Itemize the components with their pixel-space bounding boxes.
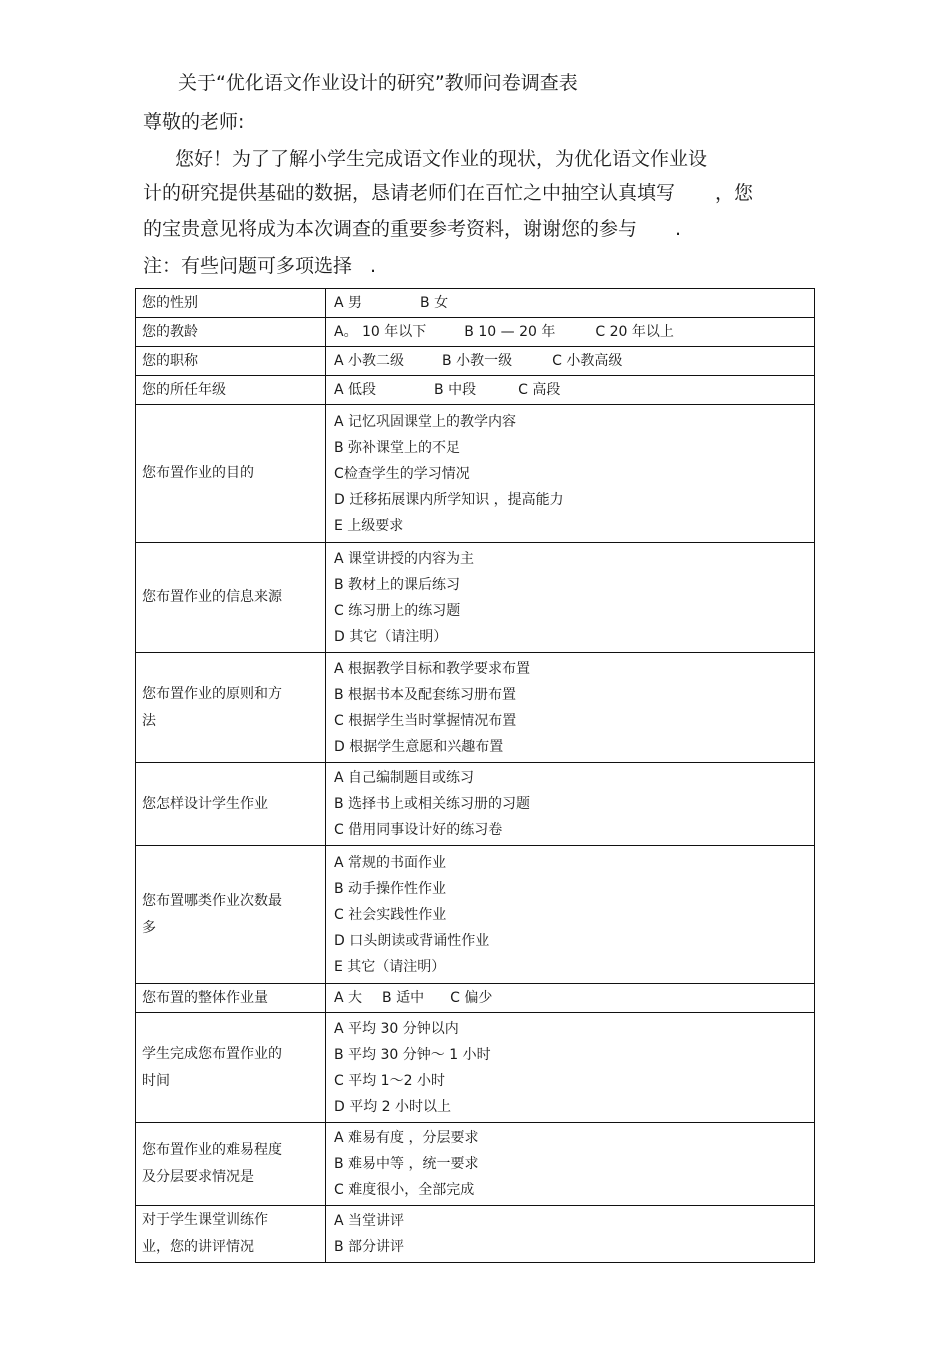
answer-cell	[326, 347, 815, 376]
answer-option[interactable]: B 教材上的课后练习	[334, 576, 461, 593]
answer-cell	[326, 846, 815, 984]
answer-option[interactable]: A 自己编制题目或练习	[334, 770, 475, 786]
table-row	[136, 376, 815, 405]
table-row	[136, 543, 815, 653]
question-cell	[136, 347, 326, 376]
question-label: 您的职称	[142, 352, 198, 369]
intro-line-2-text: 计的研究提供基础的数据，恳请老师们在百忙之中抽空认真填写	[143, 182, 676, 204]
answer-option[interactable]: D 根据学生意愿和兴趣布置	[334, 738, 504, 755]
answer-option[interactable]: A 平均 30 分钟以内	[334, 1020, 459, 1037]
answer-option[interactable]: C 偏少	[450, 989, 493, 1006]
question-label: 您布置作业的目的	[142, 465, 254, 482]
table-row	[136, 763, 815, 846]
answer-option[interactable]: C 平均 1～2 小时	[334, 1072, 445, 1089]
question-cell	[136, 318, 326, 347]
answer-cell	[326, 763, 815, 846]
answer-option[interactable]: E 其它（请注明）	[334, 958, 446, 975]
answer-option[interactable]: B 适中	[382, 989, 425, 1006]
question-label: 您布置作业的信息来源	[142, 589, 282, 605]
answer-option[interactable]: B 10 — 20 年	[464, 323, 556, 340]
survey-table	[135, 288, 815, 1263]
question-cell	[136, 376, 326, 405]
question-cell	[136, 1013, 326, 1123]
question-label: 对于学生课堂训练作业，您的讲评情况	[142, 1212, 268, 1255]
answer-cell	[326, 1013, 815, 1123]
answer-cell	[326, 1206, 815, 1263]
answer-option[interactable]: A。 10 年以下	[334, 323, 427, 340]
answer-cell	[326, 405, 815, 543]
intro-line-2	[143, 184, 753, 203]
answer-option[interactable]: B 女	[420, 294, 449, 311]
answer-option[interactable]: B 选择书上或相关练习册的习题	[334, 796, 531, 812]
answer-option[interactable]: A 低段	[334, 381, 377, 398]
answer-option[interactable]: A 小教二级	[334, 352, 405, 369]
table-row	[136, 653, 815, 763]
intro-line-3-tail: .	[675, 218, 682, 240]
question-label: 您布置的整体作业量	[142, 989, 268, 1006]
page-title: 关于“优化语文作业设计的研究”教师问卷调查表	[178, 72, 578, 94]
answer-option[interactable]: A 根据教学目标和教学要求布置	[334, 660, 531, 677]
answer-option[interactable]: A 当堂讲评	[334, 1213, 405, 1229]
question-cell	[136, 1123, 326, 1206]
answer-cell	[326, 543, 815, 653]
question-cell	[136, 543, 326, 653]
answer-option[interactable]: B 动手操作性作业	[334, 880, 447, 897]
answer-option[interactable]: C检查学生的学习情况	[334, 465, 470, 482]
intro-line-3	[143, 220, 681, 239]
answer-option[interactable]: B 部分讲评	[334, 1239, 405, 1255]
question-label: 您的性别	[142, 294, 198, 311]
intro-line-3-text: 的宝贵意见将成为本次调查的重要参考资料，谢谢您的参与	[143, 218, 638, 240]
answer-cell	[326, 653, 815, 763]
answer-option[interactable]: C 20 年以上	[595, 323, 674, 340]
answer-cell	[326, 376, 815, 405]
table-row	[136, 1206, 815, 1263]
table-row	[136, 318, 815, 347]
question-cell	[136, 984, 326, 1013]
survey-body	[136, 289, 815, 1263]
question-label: 您的所任年级	[142, 381, 226, 398]
answer-cell	[326, 1123, 815, 1206]
intro-line-1: 您好！为了了解小学生完成语文作业的现状，为优化语文作业设	[175, 148, 708, 170]
question-cell	[136, 289, 326, 318]
answer-option[interactable]: A 大	[334, 989, 363, 1006]
intro-line-2-tail: ，您	[715, 182, 754, 204]
table-row	[136, 1123, 815, 1206]
answer-option[interactable]: A 记忆巩固课堂上的教学内容	[334, 413, 517, 430]
answer-option[interactable]: C 练习册上的练习题	[334, 602, 461, 619]
answer-option[interactable]: B 平均 30 分钟～ 1 小时	[334, 1046, 491, 1063]
answer-option[interactable]: B 小教一级	[442, 352, 513, 369]
table-row	[136, 1013, 815, 1123]
answer-option[interactable]: E 上级要求	[334, 517, 404, 534]
question-label: 您的教龄	[142, 323, 198, 340]
table-row	[136, 289, 815, 318]
table-row	[136, 347, 815, 376]
answer-option[interactable]: A 难易有度 ，分层要求	[334, 1130, 479, 1146]
answer-option[interactable]: A 课堂讲授的内容为主	[334, 550, 475, 567]
answer-option[interactable]: C 小教高级	[552, 352, 623, 369]
answer-option[interactable]: D 口头朗读或背诵性作业	[334, 932, 490, 949]
answer-option[interactable]: B 弥补课堂上的不足	[334, 439, 461, 456]
answer-option[interactable]: C 根据学生当时掌握情况布置	[334, 712, 517, 729]
answer-option[interactable]: D 平均 2 小时以上	[334, 1098, 452, 1115]
table-row	[136, 984, 815, 1013]
question-label: 您布置哪类作业次数最多	[142, 892, 282, 936]
answer-option[interactable]: C 难度很小，全部完成	[334, 1182, 475, 1198]
table-row	[136, 405, 815, 543]
question-label: 您布置作业的原则和方法	[142, 685, 282, 729]
answer-cell	[326, 289, 815, 318]
answer-option[interactable]: B 中段	[434, 381, 477, 398]
answer-cell	[326, 318, 815, 347]
question-cell	[136, 653, 326, 763]
answer-option[interactable]: A 男	[334, 294, 363, 311]
question-cell	[136, 405, 326, 543]
note	[143, 257, 376, 276]
question-label: 您怎样设计学生作业	[142, 795, 268, 812]
question-cell	[136, 763, 326, 846]
answer-option[interactable]: B 根据书本及配套练习册布置	[334, 686, 517, 703]
note-tail: .	[370, 255, 377, 277]
question-label: 学生完成您布置作业的时间	[142, 1045, 282, 1089]
greeting: 尊敬的老师:	[143, 111, 245, 133]
answer-option[interactable]: C 社会实践性作业	[334, 906, 447, 923]
answer-cell	[326, 984, 815, 1013]
answer-option[interactable]: A 常规的书面作业	[334, 854, 447, 871]
answer-option[interactable]: C 高段	[518, 381, 561, 398]
answer-option[interactable]: C 借用同事设计好的练习卷	[334, 822, 503, 838]
answer-option[interactable]: D 迁移拓展课内所学知识 ，提高能力	[334, 491, 564, 508]
table-row	[136, 846, 815, 984]
note-text: 注：有些问题可多项选择	[143, 255, 353, 277]
answer-option[interactable]: D 其它（请注明）	[334, 628, 448, 645]
question-cell	[136, 846, 326, 984]
question-cell	[136, 1206, 326, 1263]
answer-option[interactable]: B 难易中等 ，统一要求	[334, 1156, 479, 1172]
question-label: 您布置作业的难易程度及分层要求情况是	[142, 1142, 282, 1185]
